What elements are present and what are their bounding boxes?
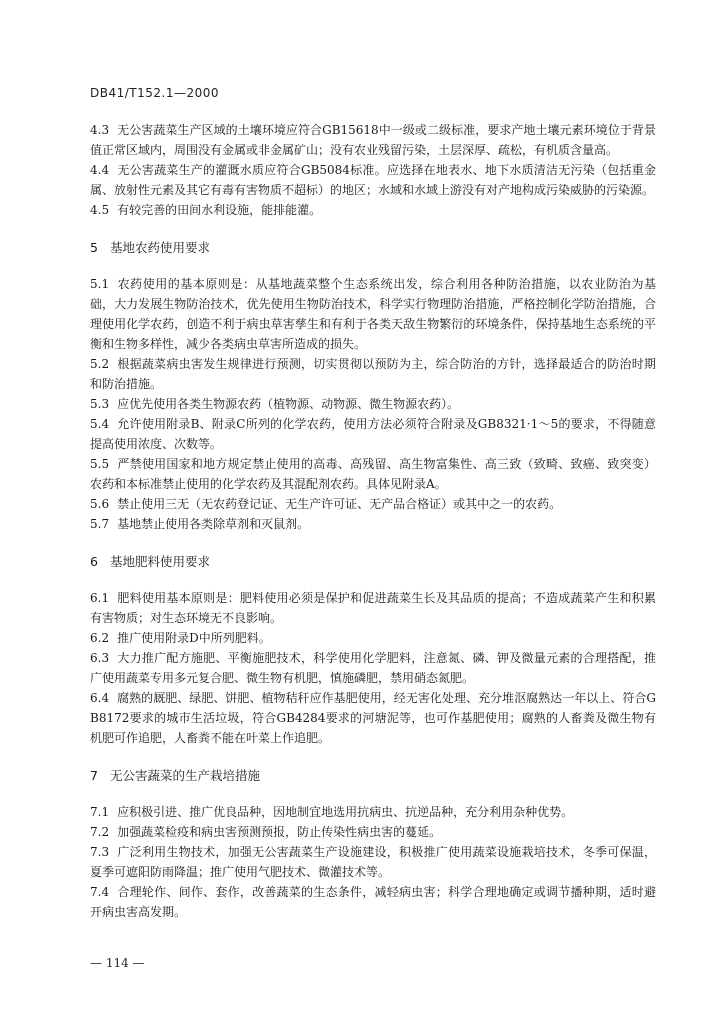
clause-text: 应积极引进、推广优良品种，因地制宜地选用抗病虫、抗逆品种，充分利用杂种优势。 [117,805,574,819]
section-title-text: 基地农药使用要求 [109,240,210,255]
clause-text: 合理轮作、间作、套作，改善蔬菜的生态条件，减轻病虫害；科学合理地确定或调节播种期，适时避开病虫害高发期。 [90,885,656,919]
clause-text: 肥料使用基本原则是：肥料使用必须是保护和促进蔬菜生长及其品质的提高；不造成蔬菜产生和积累有害物质；对生态环境无不良影响。 [90,591,656,625]
document-body [90,120,656,922]
clause-text: 禁止使用三无（无农药登记证、无生产许可证、无产品合格证）或其中之一的农药。 [117,497,562,511]
clause-text: 推广使用附录D中所列肥料。 [117,631,271,645]
clause-number: 6.4 [90,691,110,705]
clause-number: 6.3 [90,651,110,665]
clause-text: 农药使用的基本原则是：从基地蔬菜整个生态系统出发，综合利用各种防治措施，以农业防治为基础，大力发展生物防治技术，优先使用生物防治技术，科学实行物理防治措施，严格控制化学防治措施，合理使用化学农药，创造不利于病虫草害孳生和有利于各类天敌生物繁衍的环境条件，保持基地生态系统的平衡和生物多样性，减少各类病虫草害所造成的损失。 [90,277,656,351]
clause-paragraph [90,648,656,688]
clause-paragraph [90,802,656,822]
clause-paragraph [90,628,656,648]
clause-number: 5.1 [90,277,110,291]
section-number: 5 [90,240,98,255]
clause-paragraph [90,394,656,414]
section-title [90,238,656,258]
clause-text: 有较完善的田间水利设施，能排能灌。 [117,203,322,217]
clause-text: 允许使用附录B、附录C所列的化学农药，使用方法必须符合附录及GB8321·1～5的要求，不得随意提高使用浓度、次数等。 [90,417,656,451]
clause-paragraph [90,588,656,628]
clause-paragraph [90,514,656,534]
section-title-text: 基地肥料使用要求 [109,554,210,569]
clause-number: 7.1 [90,805,110,819]
clause-number: 7.4 [90,885,110,899]
clause-number: 6.1 [90,591,110,605]
clause-number: 5.2 [90,357,110,371]
clause-number: 4.3 [90,123,110,137]
clause-text: 广泛利用生物技术，加强无公害蔬菜生产设施建设，积极推广使用蔬菜设施栽培技术，冬季可保温，夏季可遮阳防雨降温；推广使用气肥技术、微灌技术等。 [90,845,656,879]
clause-text: 加强蔬菜检疫和病虫害预测预报，防止传染性病虫害的蔓延。 [117,825,442,839]
clause-number: 5.7 [90,517,110,531]
page-number: — 114 — [90,956,145,970]
clause-number: 7.3 [90,845,110,859]
clause-paragraph [90,688,656,748]
clause-text: 根据蔬菜病虫害发生规律进行预测，切实贯彻以预防为主，综合防治的方针，选择最适合的防治时期和防治措施。 [90,357,656,391]
clause-text: 无公害蔬菜生产的灌溉水质应符合GB5084标准。应选择在地表水、地下水质清洁无污染（包括重金属、放射性元素及其它有毒有害物质不超标）的地区；水域和水域上游没有对产地构成污染威胁的污染源。 [90,163,656,197]
clause-number: 5.4 [90,417,110,431]
clause-number: 6.2 [90,631,110,645]
clause-number: 5.6 [90,497,110,511]
section-title [90,766,656,786]
clause-paragraph [90,842,656,882]
clause-paragraph [90,882,656,922]
clause-text: 应优先使用各类生物源农药（植物源、动物源、微生物源农药）。 [117,397,460,411]
section-number: 6 [90,554,98,569]
clause-text: 基地禁止使用各类除草剂和灭鼠剂。 [117,517,310,531]
clause-number: 5.5 [90,457,110,471]
clause-paragraph [90,494,656,514]
clause-paragraph [90,200,656,220]
document-code-header: DB41/T152.1—2000 [90,86,220,100]
clause-paragraph [90,414,656,454]
section-title [90,552,656,572]
clause-text: 无公害蔬菜生产区域的土壤环境应符合GB15618中一级或二级标准，要求产地土壤元素环境位于背景值正常区域内，周围没有金属或非金属矿山；没有农业残留污染，土层深厚、疏松，有机质含量高。 [90,123,656,157]
clause-paragraph [90,274,656,354]
clause-number: 4.4 [90,163,110,177]
clause-paragraph [90,160,656,200]
section-number: 7 [90,768,98,783]
clause-text: 腐熟的厩肥、绿肥、饼肥、植物秸秆应作基肥使用，经无害化处理、充分堆沤腐熟达一年以上、符合GB8172要求的城市生活垃圾，符合GB4284要求的河塘泥等，也可作基肥使用；腐熟的人畜粪及微生物有机肥可作追肥，人畜粪不能在叶菜上作追肥。 [90,691,656,745]
section-title-text: 无公害蔬菜的生产栽培措施 [109,768,260,783]
clause-text: 严禁使用国家和地方规定禁止使用的高毒、高残留、高生物富集性、高三致（致畸、致癌、致突变）农药和本标准禁止使用的化学农药及其混配剂农药。具体见附录A。 [90,457,656,491]
clause-paragraph [90,822,656,842]
clause-paragraph [90,354,656,394]
clause-number: 5.3 [90,397,110,411]
clause-paragraph [90,120,656,160]
clause-number: 7.2 [90,825,110,839]
clause-number: 4.5 [90,203,110,217]
clause-text: 大力推广配方施肥、平衡施肥技术，科学使用化学肥料，注意氮、磷、钾及微量元素的合理搭配，推广使用蔬菜专用多元复合肥、微生物有机肥，慎施磷肥，禁用硝态氮肥。 [90,651,656,685]
clause-paragraph [90,454,656,494]
